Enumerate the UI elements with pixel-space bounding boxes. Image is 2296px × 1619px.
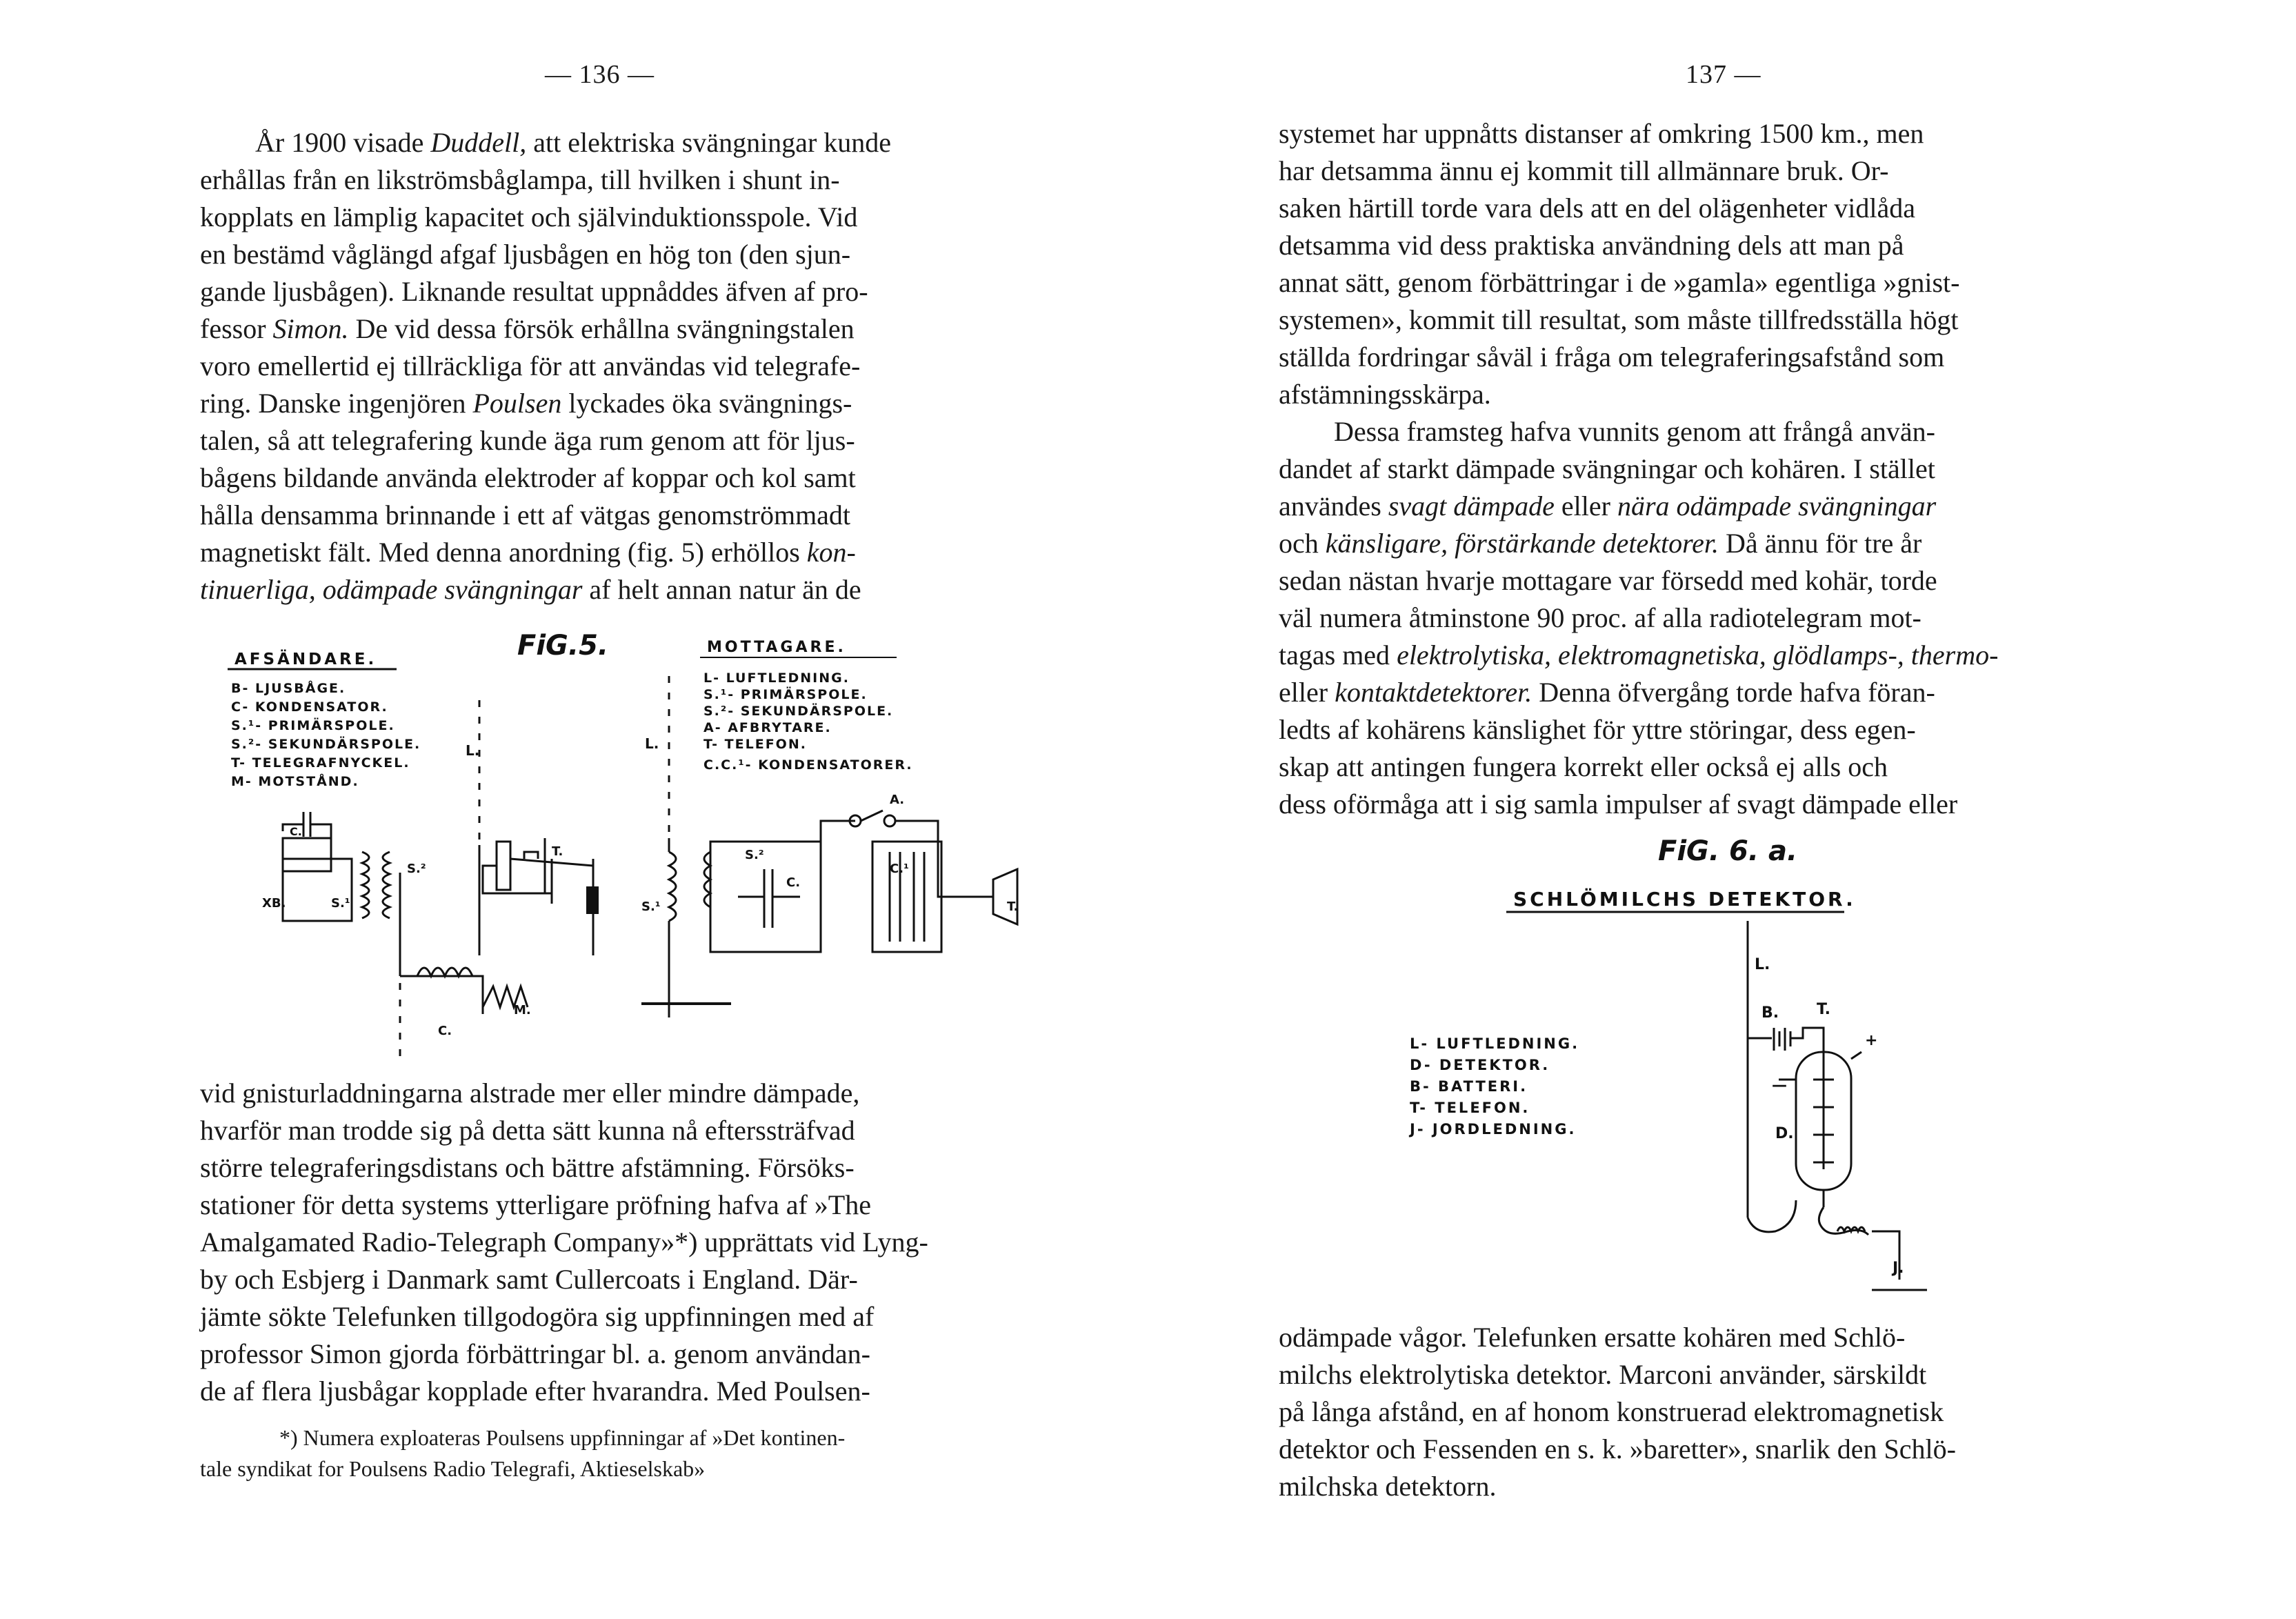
italic-text: elektrolytiska, elektromagnetiska, glödlamps-, thermo- — [1397, 639, 1999, 671]
page-number: — 136 — — [545, 60, 655, 89]
text-segment: milchska detektorn. — [1279, 1471, 1497, 1502]
text-line — [200, 124, 1048, 161]
legend-item: A- AFBRYTARE. — [703, 720, 832, 735]
text-segment: detektor och Fessenden en s. k. »baretter», snarlik den Schlö- — [1279, 1433, 1956, 1464]
svg-text:C.¹: C.¹ — [890, 862, 909, 876]
text-segment: eller — [1554, 490, 1617, 522]
right-page — [1148, 0, 2296, 1619]
text-segment: af helt annan natur än de — [582, 574, 861, 605]
text-segment: användes — [1279, 490, 1388, 522]
svg-text:T.: T. — [552, 844, 563, 859]
text-line — [200, 273, 1048, 310]
svg-text:B.: B. — [1761, 1004, 1779, 1022]
text-line — [1279, 1468, 2127, 1505]
text-segment: voro emellertid ej tillräckliga för att användas vid telegrafe- — [200, 350, 861, 381]
legend-item: J- JORDLEDNING. — [1410, 1121, 1577, 1138]
text-segment: professor Simon gjorda förbättringar bl. a. genom användan- — [200, 1338, 870, 1369]
legend-item: S.²- SEKUNDÄRSPOLE. — [231, 737, 421, 752]
text-line — [200, 1298, 1048, 1335]
paragraph — [1279, 1319, 2127, 1505]
text-segment: hvarför man trodde sig på detta sätt kunna nå efterssträfvad — [200, 1115, 855, 1146]
text-segment: talen, så att telegrafering kunde äga rum genom att för ljus- — [200, 425, 855, 456]
text-line — [1279, 1431, 2127, 1468]
text-segment: Amalgamated Radio-Telegraph Company»*) upprättats vid Lyng- — [200, 1226, 928, 1258]
figure-6a-title: FiG. 6. a. — [1658, 835, 1798, 867]
text-line — [200, 571, 1048, 608]
text-segment: ledts af kohärens känslighet för yttre störingar, dess egen- — [1279, 714, 1916, 745]
text-segment: by och Esbjerg i Danmark samt Cullercoats i England. Där- — [200, 1264, 858, 1295]
sender-heading: AFSÄNDARE. — [234, 650, 377, 668]
text-segment: att elektriska svängningar kunde — [526, 127, 892, 158]
legend-item: T- TELEFON. — [1410, 1100, 1530, 1116]
paragraph — [200, 124, 1048, 608]
italic-text: känsligare, förstärkande detektorer. — [1325, 528, 1719, 559]
text-line — [1279, 1356, 2127, 1393]
legend-item: L- LUFTLEDNING. — [1410, 1035, 1580, 1052]
text-line — [200, 1224, 1048, 1261]
svg-text:XB.: XB. — [262, 896, 286, 911]
svg-text:D.: D. — [1775, 1125, 1794, 1142]
text-line — [1279, 152, 2127, 190]
italic-text: kon- — [806, 537, 856, 568]
text-line — [1279, 786, 2127, 823]
legend-item: T- TELEFON. — [703, 737, 807, 752]
text-line — [1279, 488, 2127, 525]
legend-item: D- DETEKTOR. — [1410, 1057, 1550, 1073]
receiver-heading: MOTTAGARE. — [707, 639, 846, 656]
footnote-line: tale syndikat for Poulsens Radio Telegrafi, Aktieselskab» — [200, 1456, 706, 1481]
text-segment: Dessa framsteg hafva vunnits genom att frångå använ- — [1334, 416, 1935, 447]
text-segment: större telegraferingsdistans och bättre afstämning. Försöks- — [200, 1152, 855, 1183]
text-line — [200, 1075, 1048, 1112]
text-segment: annat sätt, genom förbättringar i de »gamla» egentliga »gnist- — [1279, 267, 1960, 298]
text-segment: de af flera ljusbågar kopplade efter hvarandra. Med Poulsen- — [200, 1375, 870, 1407]
text-line — [1279, 674, 2127, 711]
sender-legend — [231, 679, 421, 789]
text-segment: en bestämd våglängd afgaf ljusbågen en hög ton (den sjun- — [200, 239, 851, 270]
text-segment: lyckades öka svängnings- — [561, 388, 852, 419]
text-line — [1279, 637, 2127, 674]
text-line — [1279, 264, 2127, 301]
text-segment: eller — [1279, 677, 1335, 708]
text-segment: De vid dessa försök erhållna svängningstalen — [348, 313, 855, 344]
text-line — [200, 1335, 1048, 1373]
legend-item: C.C.¹- KONDENSATORER. — [703, 757, 913, 773]
text-line — [1279, 376, 2127, 413]
svg-text:S.²: S.² — [407, 862, 426, 876]
svg-text:L.: L. — [645, 735, 659, 752]
text-segment: milchs elektrolytiska detektor. Marconi använder, särskildt — [1279, 1359, 1927, 1390]
legend-item: L- LUFTLEDNING. — [703, 671, 850, 686]
figure-6a-subtitle: SCHLÖMILCHS DETEKTOR. — [1513, 888, 1856, 911]
svg-text:L.: L. — [1755, 956, 1770, 973]
text-line — [200, 497, 1048, 534]
text-segment: väl numera åtminstone 90 proc. af alla radiotelegram mot- — [1279, 602, 1921, 633]
text-segment: tagas med — [1279, 639, 1397, 671]
text-segment: sedan nästan hvarje mottagare var försedd med kohär, torde — [1279, 565, 1937, 596]
figure-5-title: FiG.5. — [517, 630, 609, 662]
text-line — [200, 310, 1048, 348]
text-segment: kopplats en lämplig kapacitet och självinduktionsspole. Vid — [200, 201, 858, 232]
svg-text:L.: L. — [466, 742, 480, 759]
text-segment: saken härtill torde vara dels att en del olägenheter vidlåda — [1279, 192, 1915, 224]
svg-text:T.: T. — [1817, 1001, 1831, 1018]
legend-item: C- KONDENSATOR. — [231, 699, 388, 715]
text-segment: dess oförmåga att i sig samla impulser af svagt dämpade eller — [1279, 788, 1958, 820]
svg-text:T.: T. — [1007, 900, 1019, 914]
text-segment: Då ännu för tre år — [1719, 528, 1922, 559]
text-segment: skap att antingen fungera korrekt eller också ej alls och — [1279, 751, 1888, 782]
svg-text:C.: C. — [786, 875, 801, 890]
legend-item: S.¹- PRIMÄRSPOLE. — [231, 718, 395, 733]
svg-text:C.: C. — [290, 825, 302, 838]
legend-item: B- LJUSBÅGE. — [231, 681, 346, 696]
text-line — [1279, 599, 2127, 637]
svg-text:—: — — [1772, 1077, 1787, 1094]
text-line — [200, 1149, 1048, 1186]
italic-text: Poulsen — [472, 388, 562, 419]
text-segment: ställda fordringar såväl i fråga om telegraferingsafstånd som — [1279, 341, 1945, 373]
page-number: 137 — — [1686, 60, 1761, 89]
text-line — [200, 1186, 1048, 1224]
paragraph — [200, 1075, 1048, 1410]
text-line — [1279, 413, 2127, 450]
text-line — [1279, 562, 2127, 599]
text-segment: dandet af starkt dämpade svängningar och kohären. I stället — [1279, 453, 1935, 484]
svg-text:C.: C. — [438, 1024, 452, 1038]
italic-text: nära odämpade svängningar — [1617, 490, 1937, 522]
legend-item: B- BATTERI. — [1410, 1078, 1528, 1095]
receiver-legend — [703, 671, 913, 773]
text-line — [1279, 115, 2127, 152]
svg-text:S.¹: S.¹ — [331, 896, 350, 911]
figure-6a-diagram — [1375, 831, 1996, 1314]
text-segment: hålla densamma brinnande i ett af vätgas genomströmmadt — [200, 499, 851, 530]
svg-text:M.: M. — [514, 1003, 531, 1017]
text-segment: Denna öfvergång torde hafva föran- — [1532, 677, 1935, 708]
text-segment: detsamma vid dess praktiska användning dels att man på — [1279, 230, 1904, 261]
text-line — [1279, 227, 2127, 264]
text-segment: afstämningsskärpa. — [1279, 379, 1491, 410]
text-segment: stationer för detta systems ytterligare pröfning hafva af »The — [200, 1189, 871, 1220]
text-line — [200, 422, 1048, 459]
legend-item: T- TELEGRAFNYCKEL. — [231, 755, 410, 771]
text-segment: odämpade vågor. Telefunken ersatte kohären med Schlö- — [1279, 1322, 1906, 1353]
text-line — [200, 1373, 1048, 1410]
text-segment: vid gnisturladdningarna alstrade mer eller mindre dämpade, — [200, 1077, 860, 1109]
text-line — [200, 1261, 1048, 1298]
text-line — [1279, 190, 2127, 227]
svg-text:S.¹: S.¹ — [641, 900, 661, 914]
italic-text: kontaktdetektorer. — [1335, 677, 1533, 708]
svg-text:J.: J. — [1893, 1260, 1904, 1277]
text-line — [200, 236, 1048, 273]
text-line — [200, 385, 1048, 422]
paragraph — [1279, 413, 2127, 823]
text-line — [200, 348, 1048, 385]
text-segment: har detsamma ännu ej kommit till allmännare bruk. Or- — [1279, 155, 1889, 186]
text-line — [200, 199, 1048, 236]
text-line — [200, 1112, 1048, 1149]
text-segment: År 1900 visade — [255, 127, 431, 158]
italic-text: svagt dämpade — [1388, 490, 1555, 522]
legend-item: S.¹- PRIMÄRSPOLE. — [703, 687, 868, 702]
figure-5-diagram — [193, 631, 1048, 1073]
text-line — [1279, 301, 2127, 339]
text-line — [1279, 1319, 2127, 1356]
italic-text: Simon. — [272, 313, 349, 344]
italic-text: Duddell, — [430, 127, 527, 158]
paragraph — [1279, 115, 2127, 413]
text-line — [1279, 711, 2127, 748]
text-segment: systemen», kommit till resultat, som måste tillfredsställa högt — [1279, 304, 1959, 335]
text-line — [1279, 450, 2127, 488]
italic-text: tinuerliga, odämpade svängningar — [200, 574, 583, 605]
text-line — [200, 161, 1048, 199]
text-line — [1279, 748, 2127, 786]
text-segment: på långa afstånd, en af honom konstruerad elektromagnetisk — [1279, 1396, 1944, 1427]
text-segment: bågens bildande använda elektroder af koppar och kol samt — [200, 462, 856, 493]
text-segment: erhållas från en likströmsbåglampa, till hvilken i shunt in- — [200, 164, 840, 195]
footnote — [200, 1422, 1048, 1484]
svg-text:S.²: S.² — [745, 848, 764, 862]
text-segment: magnetiskt fält. Med denna anordning (fig. 5) erhöllos — [200, 537, 807, 568]
footnote-line: *) Numera exploateras Poulsens uppfinningar af »Det kontinen- — [279, 1425, 846, 1450]
text-segment: och — [1279, 528, 1326, 559]
svg-text:+: + — [1865, 1032, 1878, 1049]
text-line — [200, 459, 1048, 497]
text-line — [1279, 525, 2127, 562]
svg-text:A.: A. — [890, 793, 905, 807]
text-segment: systemet har uppnåtts distanser af omkring 1500 km., men — [1279, 118, 1924, 149]
legend-item: M- MOTSTÅND. — [231, 774, 359, 789]
legend-item: S.²- SEKUNDÄRSPOLE. — [703, 704, 894, 719]
text-segment: fessor — [200, 313, 273, 344]
text-segment: ring. Danske ingenjören — [200, 388, 473, 419]
text-line — [200, 534, 1048, 571]
detector-legend — [1408, 1035, 1579, 1138]
text-line — [1279, 1393, 2127, 1431]
text-segment: jämte sökte Telefunken tillgodogöra sig uppfinningen med af — [200, 1301, 875, 1332]
text-segment: gande ljusbågen). Liknande resultat uppnåddes äfven af pro- — [200, 276, 868, 307]
text-line — [1279, 339, 2127, 376]
